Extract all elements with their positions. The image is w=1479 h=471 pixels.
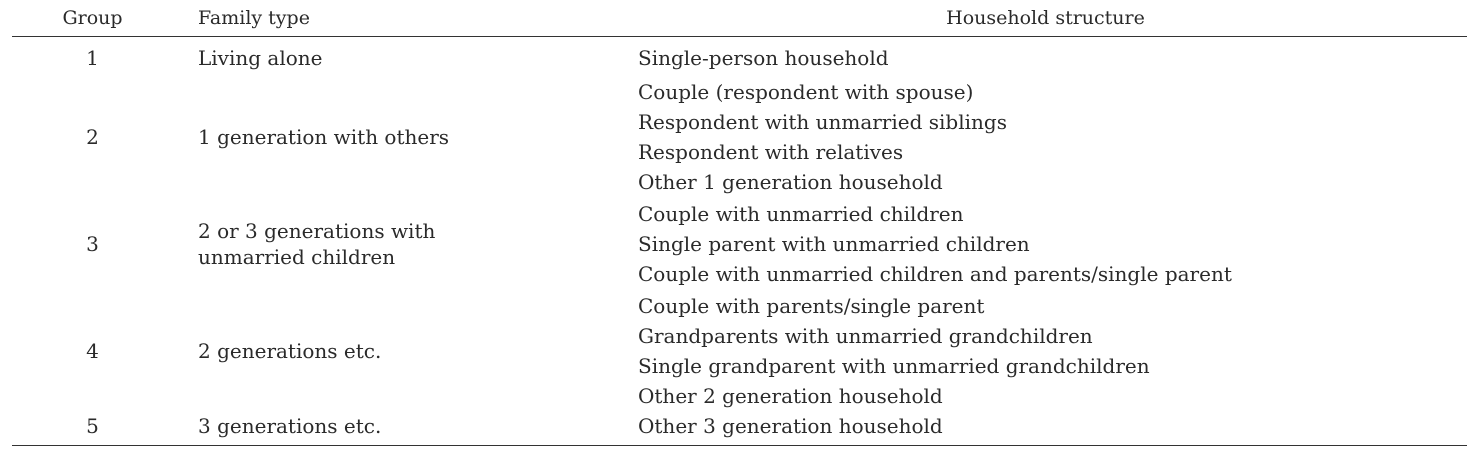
table-row <box>12 411 1467 446</box>
household-structure-line: Couple (respondent with spouse) <box>638 79 974 104</box>
group-cell: 4 <box>86 338 99 363</box>
family-type-line: unmarried children <box>198 244 396 269</box>
household-structure-line: Other 1 generation household <box>638 169 943 194</box>
household-structure-cell <box>624 411 1467 446</box>
family-type-table-container <box>12 0 1467 446</box>
household-structure-line: Other 3 generation household <box>638 413 943 438</box>
header-row <box>12 0 1467 36</box>
family-type-line: Living alone <box>198 45 323 70</box>
household-structure-cell <box>624 291 1467 411</box>
family-type-line: 2 or 3 generations with <box>198 218 436 243</box>
household-structure-line: Respondent with relatives <box>638 139 904 164</box>
household-structure-line: Single grandparent with unmarried grandchildren <box>638 353 1150 378</box>
family-type-line: 2 generations etc. <box>198 338 382 363</box>
household-structure-line: Single-person household <box>638 45 889 70</box>
household-structure-cell <box>624 199 1467 291</box>
family-type-line: 1 generation with others <box>198 124 450 149</box>
table-row <box>12 291 1467 411</box>
header-family-type: Family type <box>173 0 624 36</box>
household-structure-line: Couple with parents/single parent <box>638 293 985 318</box>
household-structure-line: Respondent with unmarried siblings <box>638 109 1007 134</box>
household-structure-line: Single parent with unmarried children <box>638 231 1030 256</box>
group-cell: 2 <box>86 124 99 149</box>
family-type-cell <box>173 411 624 446</box>
group-cell: 3 <box>86 231 99 256</box>
household-structure-cell <box>624 36 1467 77</box>
group-cell: 1 <box>86 45 99 70</box>
household-structure-line: Couple with unmarried children <box>638 201 964 226</box>
table-row <box>12 77 1467 199</box>
family-type-cell <box>173 291 624 411</box>
family-type-line: 3 generations etc. <box>198 413 382 438</box>
household-structure-line: Grandparents with unmarried grandchildren <box>638 323 1093 348</box>
group-cell: 5 <box>12 411 173 446</box>
table-header <box>12 0 1467 36</box>
family-type-cell <box>173 36 624 77</box>
table-body <box>12 36 1467 445</box>
family-type-cell <box>173 77 624 199</box>
header-group: Group <box>12 0 173 36</box>
household-structure-cell <box>624 77 1467 199</box>
table-row <box>12 199 1467 291</box>
household-structure-line: Other 2 generation household <box>638 383 943 408</box>
table-row <box>12 36 1467 77</box>
family-type-table <box>12 0 1467 446</box>
household-structure-line: Couple with unmarried children and parents/single parent <box>638 261 1232 286</box>
header-household-structure: Household structure <box>624 0 1467 36</box>
family-type-cell <box>173 199 624 291</box>
